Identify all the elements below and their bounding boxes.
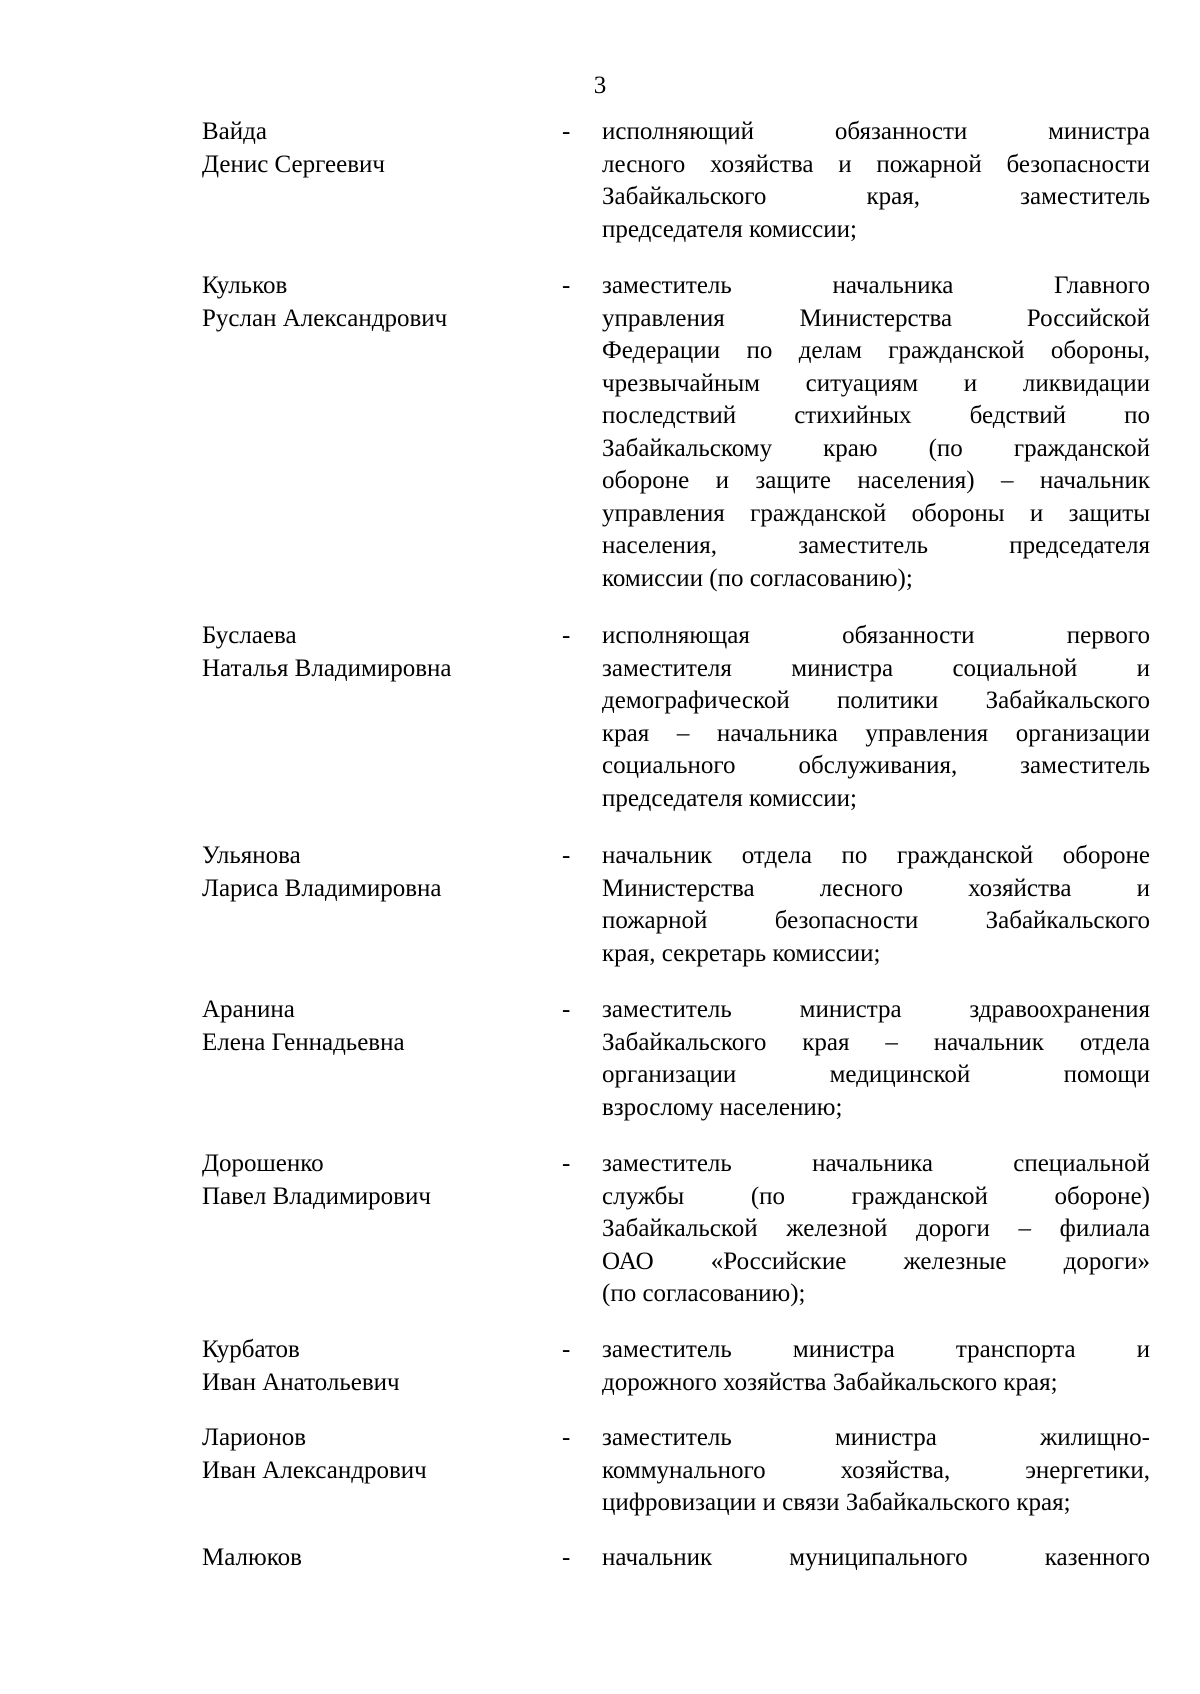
role-line: социального обслуживания, заместитель [602,752,1150,779]
member-given-names: Наталья Владимировна [202,654,452,682]
role-line: взрослому населению; [602,1093,843,1121]
role-line: коммунального хозяйства, энергетики, [602,1456,1150,1484]
page-number: 3 [593,72,607,99]
role-line: управления гражданской обороны и защиты [602,499,1150,527]
member-surname: Курбатов [202,1336,300,1363]
role-line: населения, заместитель председателя [602,532,1150,559]
role-line: Забайкальской железной дороги – филиала [602,1215,1150,1242]
role-line: исполняющая обязанности первого [602,622,1150,649]
role-line: Забайкальского края, заместитель [602,183,1150,210]
role-line: цифровизации и связи Забайкальского края; [602,1489,1071,1516]
member-surname: Кульков [202,272,288,299]
separator-dash: - [562,1424,571,1451]
separator-dash: - [562,1544,571,1571]
member-surname: Ларионов [202,1424,307,1451]
role-line: исполняющий обязанности министра [602,118,1150,145]
separator-dash: - [562,118,571,145]
role-line: организации медицинской помощи [602,1061,1150,1088]
member-name [202,116,532,181]
member-name [202,1542,532,1575]
member-role [602,1334,1150,1399]
role-line: чрезвычайным ситуациям и ликвидации [602,369,1150,397]
role-line: лесного хозяйства и пожарной безопасности [602,150,1150,178]
role-line: заместителя министра социальной и [602,654,1150,682]
separator-dash: - [562,842,571,869]
role-line: последствий стихийных бедствий по [602,402,1150,429]
role-line: заместитель министра жилищно- [602,1424,1150,1451]
member-role [602,620,1150,815]
member-surname: Вайда [202,118,267,145]
member-role [602,1148,1150,1311]
role-line: управления Министерства Российской [602,304,1150,332]
role-line: председателя комиссии; [602,784,857,812]
role-line: Федерации по делам гражданской обороны, [602,337,1150,364]
separator-dash: - [562,622,571,649]
member-role [602,270,1150,595]
role-line: Забайкальскому краю (по гражданской [602,434,1150,462]
member-name [202,840,532,905]
role-line: председателя комиссии; [602,215,857,243]
separator-dash: - [562,1336,571,1363]
role-line: заместитель министра транспорта и [602,1336,1150,1363]
role-line: края – начальника управления организации [602,719,1150,747]
member-role [602,994,1150,1124]
separator-dash: - [562,272,571,299]
member-given-names: Денис Сергеевич [202,150,386,178]
role-line: службы (по гражданской обороне) [602,1182,1150,1210]
member-name [202,1422,532,1487]
member-surname: Малюков [202,1544,302,1571]
member-given-names: Руслан Александрович [202,304,448,332]
member-given-names: Лариса Владимировна [202,874,442,902]
role-line: пожарной безопасности Забайкальского [602,907,1150,934]
member-surname: Ульянова [202,842,301,869]
member-given-names: Елена Геннадьевна [202,1028,405,1056]
role-line: комиссии (по согласованию); [602,564,913,592]
member-name [202,994,532,1059]
role-line: дорожного хозяйства Забайкальского края; [602,1368,1058,1396]
member-given-names: Иван Александрович [202,1456,427,1484]
member-name [202,620,532,685]
member-role [602,116,1150,246]
role-line: начальник муниципального казенного [602,1544,1150,1571]
role-line: демографической политики Забайкальского [602,687,1150,714]
role-line: начальник отдела по гражданской обороне [602,842,1150,869]
member-role [602,840,1150,970]
member-name [202,270,532,335]
role-line: Забайкальского края – начальник отдела [602,1028,1150,1056]
role-line: ОАО «Российские железные дороги» [602,1247,1150,1275]
role-line: заместитель министра здравоохранения [602,996,1150,1023]
role-line: заместитель начальника Главного [602,272,1150,299]
member-given-names: Павел Владимирович [202,1182,431,1210]
member-role [602,1542,1150,1575]
member-surname: Буслаева [202,622,297,649]
member-given-names: Иван Анатольевич [202,1368,400,1396]
member-name [202,1334,532,1399]
role-line: обороне и защите населения) – начальник [602,467,1150,494]
role-line: Министерства лесного хозяйства и [602,874,1150,902]
member-surname: Дорошенко [202,1150,324,1177]
member-name [202,1148,532,1213]
role-line: (по согласованию); [602,1280,806,1307]
role-line: заместитель начальника специальной [602,1150,1150,1177]
separator-dash: - [562,996,571,1023]
role-line: края, секретарь комиссии; [602,939,881,967]
member-surname: Аранина [202,996,295,1023]
member-role [602,1422,1150,1520]
separator-dash: - [562,1150,571,1177]
